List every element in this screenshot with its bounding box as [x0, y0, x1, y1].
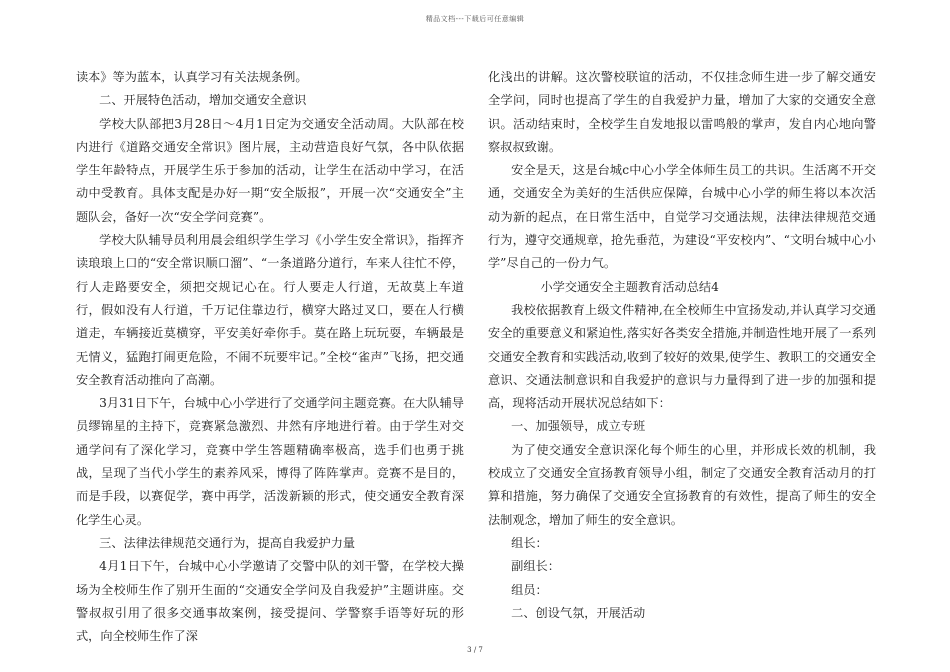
- role-label: 副组长：: [511, 559, 560, 574]
- paragraph: 学校大队部把3月28日～4月1日定为交通安全活动周。大队部在校内进行《道路交通安全常识》图片展，主动营造良好气氛，各中队依据学生年龄特点，开展学生乐于参加的活动，让学生在活动中学习，在活动中受教育。具体支配是办好一期“安全版报”，开展一次“交通安全”主题队会，备好一次“安全学问竞赛”。: [76, 116, 464, 224]
- page-number: 3 / 7: [467, 646, 483, 654]
- paragraph: 学校大队辅导员利用晨会组织学生学习《小学生安全常识》，指挥齐读琅琅上口的“安全常识顺口溜”、“一条道路分道行，车来人往忙不停，行人走路要安全，须把交规记心在。行人要走人行道，无故莫上车道行，假如没有人行道，千万记住靠边行，横穿大路过叉口，要在人行横道走，车辆接近莫横穿，平安美好牵你手。莫在路上玩玩耍，车辆最是无情义，猛跑打闹更危险，不闹不玩要牢记。”全校“雀声”飞扬，把交通安全教育活动推向了高潮。: [76, 233, 464, 387]
- role-label: 组员：: [511, 582, 548, 597]
- paragraph: 为了使交通安全意识深化每个师生的心里，并形成长效的机制，我校成立了交通安全宣扬教育领导小组，制定了交通安全教育活动月的打算和措施，努力确保了交通安全宣扬教育的有效性，提高了师生的安全法制观念，增加了师生的安全意识。: [488, 442, 876, 527]
- paragraph: 4月1日下午，台城中心小学邀请了交警中队的刘干警，在学校大操场为全校师生作了别开生面的“交通安全学问及自我爱护”主题讲座。交警叔叔引用了很多交通事故案例，接受提问、学警察手语等好玩的形式，向全校师生作了深: [76, 559, 464, 644]
- paragraph: 我校依据教育上级文件精神,在全校师生中宣扬发动,并认真学习交通安全的重要意义和紧迫性,落实好各类安全措施,并制造性地开展了一系列交通安全教育和实践活动,收到了较好的效果,使学生、教职工的交通安全意识、交通法制意识和自我爱护的意识与力量得到了进一步的加强和提高，现将活动开展状况总结如下：: [488, 302, 876, 411]
- section-heading: 一、加强领导，成立专班: [511, 419, 646, 434]
- paragraph: 安全是天，这是台城c中心小学全体师生员工的共识。生活离不开交通，交通安全为美好的生活供应保障，台城中心小学的师生将以本次活动为新的起点，在日常生活中，自觉学习交通法规，法律法律规范交通行为，遵守交通规章，抢先垂范，为建设“平安校内”、“文明台城中心小学”尽自己的一份力气。: [488, 163, 876, 271]
- section-heading: 二、开展特色活动，增加交通安全意识: [99, 93, 307, 108]
- section-heading: 三、法律法律规范交通行为，提高自我爱护力量: [99, 535, 356, 550]
- left-column: [76, 66, 464, 648]
- section-heading: 二、创设气氛，开展活动: [511, 605, 646, 620]
- right-column: [488, 66, 876, 625]
- paragraph: 读本》等为蓝本，认真学习有关法规条例。: [76, 70, 308, 84]
- page-header: 精品文档---下载后可任意编辑: [425, 15, 525, 23]
- paragraph: 化浅出的讲解。这次警校联谊的活动，不仅挂念师生进一步了解交通安全学问，同时也提高了学生的自我爱护力量，增加了大家的交通安全意识。活动结束时，全校学生自发地报以雷鸣般的掌声，发自内心地向警察叔叔致谢。: [488, 70, 876, 154]
- article-title: 小学交通安全主题教育活动总结4: [540, 279, 719, 294]
- paragraph: 3月31日下午，台城中心小学进行了交通学问主题竞赛。在大队辅导员缪锦星的主持下，竞赛紧急激烈、井然有序地进行着。由于学生对交通学问有了深化学习，竞赛中学生答题精确率极高，选手们也勇于挑战，呈现了当代小学生的素养风采，博得了阵阵掌声。竞赛不是目的，而是手段，以赛促学，赛中再学，活泼新颖的形式，使交通安全教育深化学生心灵。: [76, 396, 464, 527]
- role-label: 组长：: [511, 535, 548, 550]
